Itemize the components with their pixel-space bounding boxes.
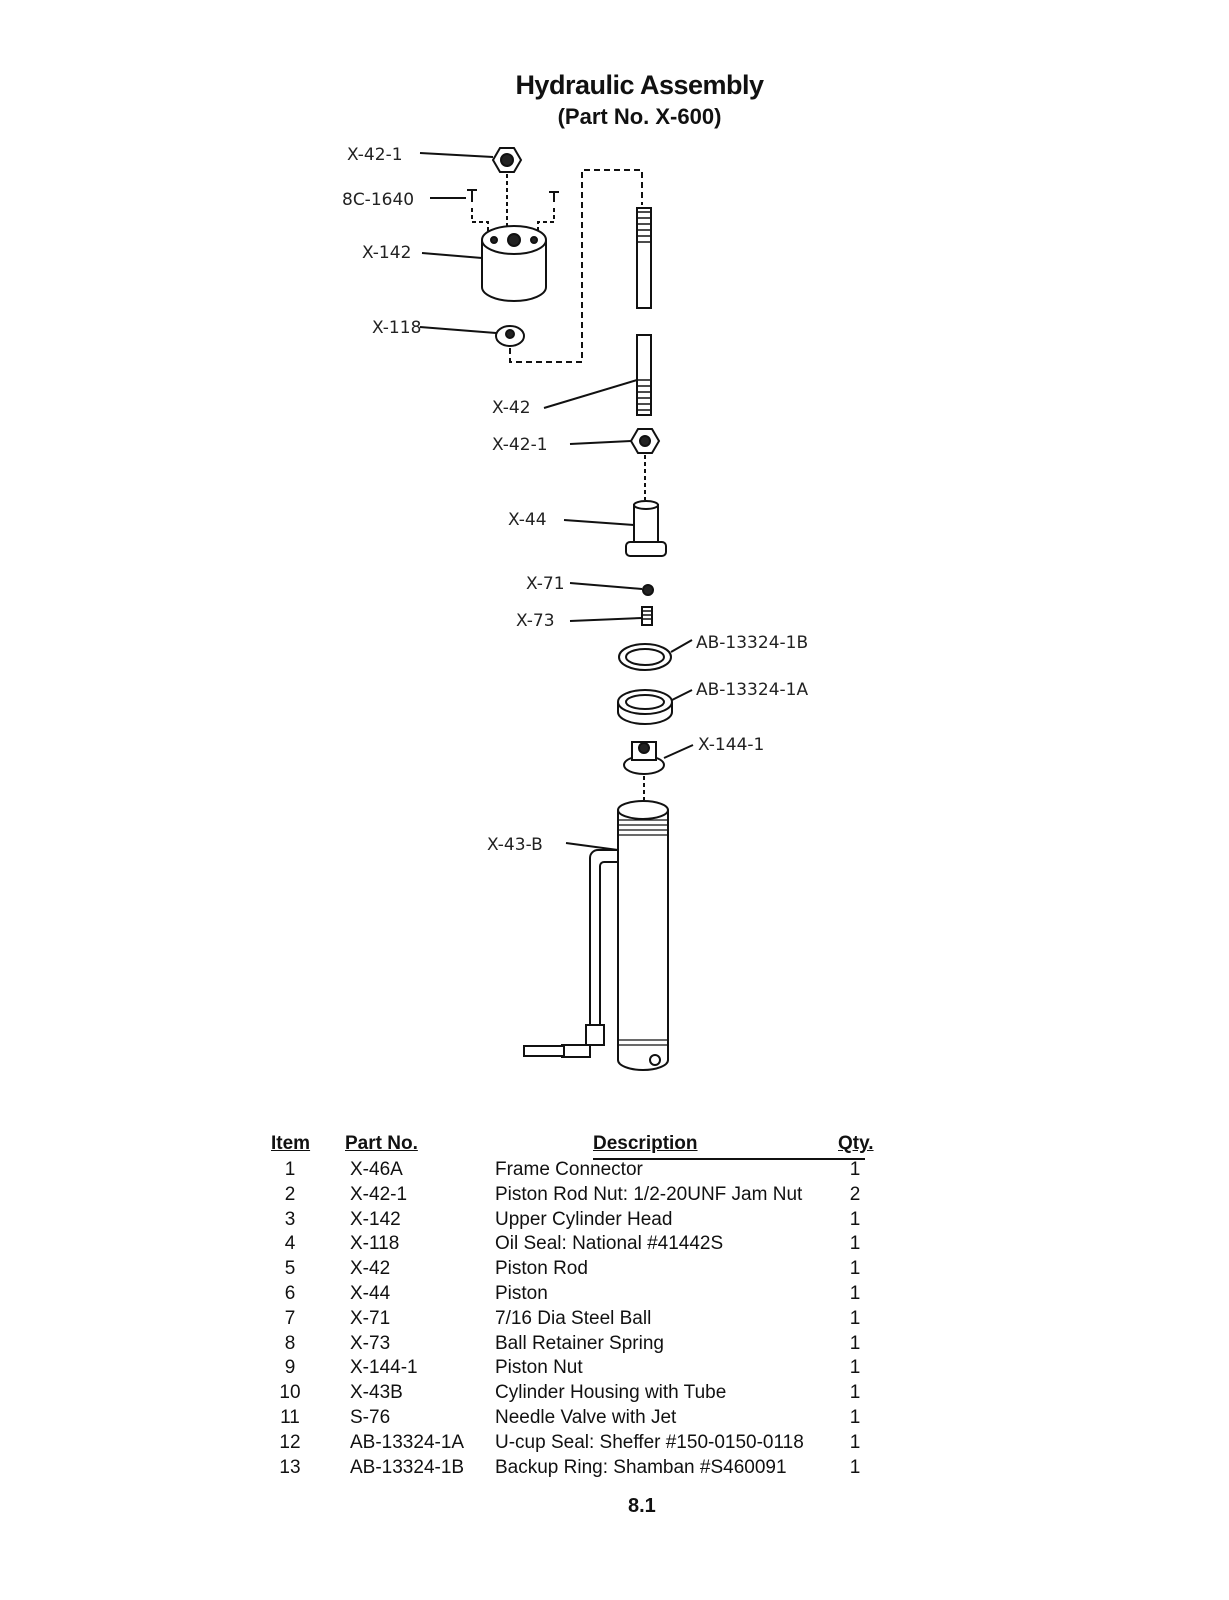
row-item-number: 13 bbox=[279, 1456, 301, 1478]
row-part-number: X-144-1 bbox=[350, 1357, 418, 1379]
table-row bbox=[275, 1184, 895, 1209]
parts-table-body bbox=[275, 1159, 895, 1481]
row-description: Piston Rod Nut: 1/2-20UNF Jam Nut bbox=[495, 1183, 803, 1205]
row-quantity: 1 bbox=[849, 1159, 861, 1180]
cylinder-housing-part bbox=[524, 801, 668, 1070]
row-item-number: 5 bbox=[284, 1258, 296, 1280]
table-row bbox=[275, 1258, 895, 1283]
backup-ring-part bbox=[619, 644, 671, 670]
callout-x-71: X-71 bbox=[526, 574, 565, 594]
table-row bbox=[275, 1357, 895, 1382]
oil-seal-part bbox=[496, 326, 524, 346]
parts-table bbox=[271, 1133, 895, 1481]
row-quantity: 1 bbox=[849, 1258, 861, 1280]
callout-x-144-1: X-144-1 bbox=[698, 735, 765, 755]
row-quantity: 1 bbox=[849, 1208, 861, 1230]
leader-spring bbox=[570, 618, 642, 621]
row-item-number: 1 bbox=[284, 1159, 296, 1180]
table-row bbox=[275, 1457, 895, 1482]
callout-ab-13324-1b: AB-13324-1B bbox=[696, 633, 809, 653]
row-item-number: 2 bbox=[284, 1183, 296, 1205]
leader-ucup-seal bbox=[672, 690, 692, 700]
row-quantity: 1 bbox=[849, 1357, 861, 1379]
row-part-number: X-44 bbox=[350, 1282, 391, 1304]
row-item-number: 4 bbox=[284, 1233, 296, 1255]
row-item-number: 7 bbox=[284, 1307, 296, 1329]
leader-piston-nut bbox=[664, 745, 693, 758]
table-row bbox=[275, 1333, 895, 1358]
row-description: Piston Rod bbox=[495, 1258, 588, 1280]
leader-upper-head bbox=[422, 253, 482, 258]
row-description: 7/16 Dia Steel Ball bbox=[495, 1307, 652, 1329]
row-quantity: 1 bbox=[849, 1282, 861, 1304]
header-item: Item bbox=[271, 1133, 311, 1154]
row-description: Backup Ring: Shamban #S460091 bbox=[495, 1456, 787, 1478]
row-description: Ball Retainer Spring bbox=[495, 1332, 664, 1354]
row-quantity: 1 bbox=[849, 1233, 861, 1255]
upper-cylinder-head-part bbox=[482, 226, 546, 301]
row-quantity: 1 bbox=[849, 1382, 861, 1404]
row-description: Frame Connector bbox=[495, 1159, 643, 1180]
screw-right-part bbox=[549, 192, 559, 202]
screw-left-part bbox=[467, 190, 477, 202]
callout-x-43-b: X-43-B bbox=[487, 835, 543, 855]
row-part-number: X-73 bbox=[350, 1332, 391, 1354]
row-description: Oil Seal: National #41442S bbox=[495, 1233, 724, 1255]
row-description: U-cup Seal: Sheffer #150-0150-0118 bbox=[495, 1431, 804, 1453]
header-description: Description bbox=[593, 1133, 698, 1154]
callout-8c-1640: 8C-1640 bbox=[342, 190, 415, 210]
table-row bbox=[275, 1283, 895, 1308]
table-row bbox=[275, 1432, 895, 1457]
callout-x-44: X-44 bbox=[508, 510, 547, 530]
page-subtitle: (Part No. X-600) bbox=[557, 104, 722, 129]
row-description: Piston Nut bbox=[495, 1357, 583, 1379]
row-quantity: 1 bbox=[849, 1332, 861, 1354]
row-part-number: X-71 bbox=[350, 1307, 391, 1329]
screw-left-path bbox=[472, 208, 488, 232]
leader-seal bbox=[420, 327, 496, 333]
table-row bbox=[275, 1308, 895, 1333]
callout-x-42: X-42 bbox=[492, 398, 531, 418]
row-description: Piston bbox=[495, 1282, 548, 1304]
row-part-number: X-43B bbox=[350, 1382, 403, 1404]
leader-nut-top bbox=[420, 153, 493, 157]
row-description: Upper Cylinder Head bbox=[495, 1208, 673, 1230]
piston-nut-part bbox=[624, 742, 664, 774]
callout-x-42-1-top: X-42-1 bbox=[347, 145, 403, 165]
table-row bbox=[275, 1159, 895, 1184]
spring-part bbox=[642, 607, 652, 625]
row-item-number: 9 bbox=[284, 1357, 296, 1379]
leader-rod bbox=[544, 380, 637, 408]
row-item-number: 3 bbox=[284, 1208, 296, 1230]
row-part-number: S-76 bbox=[350, 1406, 391, 1428]
table-row bbox=[275, 1407, 895, 1432]
row-part-number: AB-13324-1A bbox=[350, 1431, 465, 1453]
row-part-number: X-42-1 bbox=[350, 1183, 408, 1205]
row-description: Cylinder Housing with Tube bbox=[495, 1382, 727, 1404]
callout-x-118: X-118 bbox=[372, 318, 422, 338]
callout-x-142: X-142 bbox=[362, 243, 412, 263]
ucup-seal-part bbox=[618, 690, 672, 724]
screw-right-path bbox=[538, 208, 554, 232]
callout-x-42-1-lower: X-42-1 bbox=[492, 435, 548, 455]
hex-nut-top-part bbox=[493, 148, 521, 172]
row-part-number: X-118 bbox=[350, 1233, 400, 1255]
row-item-number: 11 bbox=[280, 1406, 300, 1428]
hex-nut-lower-part bbox=[631, 429, 659, 453]
row-quantity: 1 bbox=[849, 1307, 861, 1329]
table-row bbox=[275, 1233, 895, 1258]
header-qty: Qty. bbox=[838, 1133, 874, 1154]
parts-table-header bbox=[271, 1133, 895, 1159]
page-title: Hydraulic Assembly bbox=[515, 70, 764, 100]
row-item-number: 6 bbox=[284, 1282, 296, 1304]
row-quantity: 1 bbox=[849, 1456, 861, 1478]
page-number: 8.1 bbox=[628, 1495, 656, 1517]
row-quantity: 1 bbox=[849, 1406, 861, 1428]
leader-backup-ring bbox=[671, 640, 692, 652]
row-part-number: X-142 bbox=[350, 1208, 401, 1230]
piston-rod-lower-part bbox=[637, 335, 651, 415]
row-item-number: 12 bbox=[279, 1431, 301, 1453]
leader-housing bbox=[566, 843, 618, 850]
table-row bbox=[275, 1209, 895, 1234]
steel-ball-part bbox=[643, 585, 653, 595]
row-part-number: X-42 bbox=[350, 1258, 391, 1280]
header-part-no: Part No. bbox=[345, 1133, 418, 1154]
leader-piston bbox=[564, 520, 634, 525]
row-quantity: 1 bbox=[849, 1431, 861, 1453]
row-quantity: 2 bbox=[849, 1183, 861, 1205]
piston-part bbox=[626, 501, 666, 556]
row-item-number: 10 bbox=[279, 1382, 301, 1404]
leader-nut-lower bbox=[570, 441, 631, 444]
piston-rod-upper-part bbox=[637, 208, 651, 308]
row-description: Needle Valve with Jet bbox=[495, 1406, 677, 1428]
table-row bbox=[275, 1382, 895, 1407]
callout-x-73: X-73 bbox=[516, 611, 555, 631]
leader-ball bbox=[570, 583, 642, 589]
row-part-number: X-46A bbox=[350, 1159, 403, 1180]
callout-ab-13324-1a: AB-13324-1A bbox=[696, 680, 809, 700]
row-part-number: AB-13324-1B bbox=[350, 1456, 465, 1478]
row-item-number: 8 bbox=[284, 1332, 296, 1354]
